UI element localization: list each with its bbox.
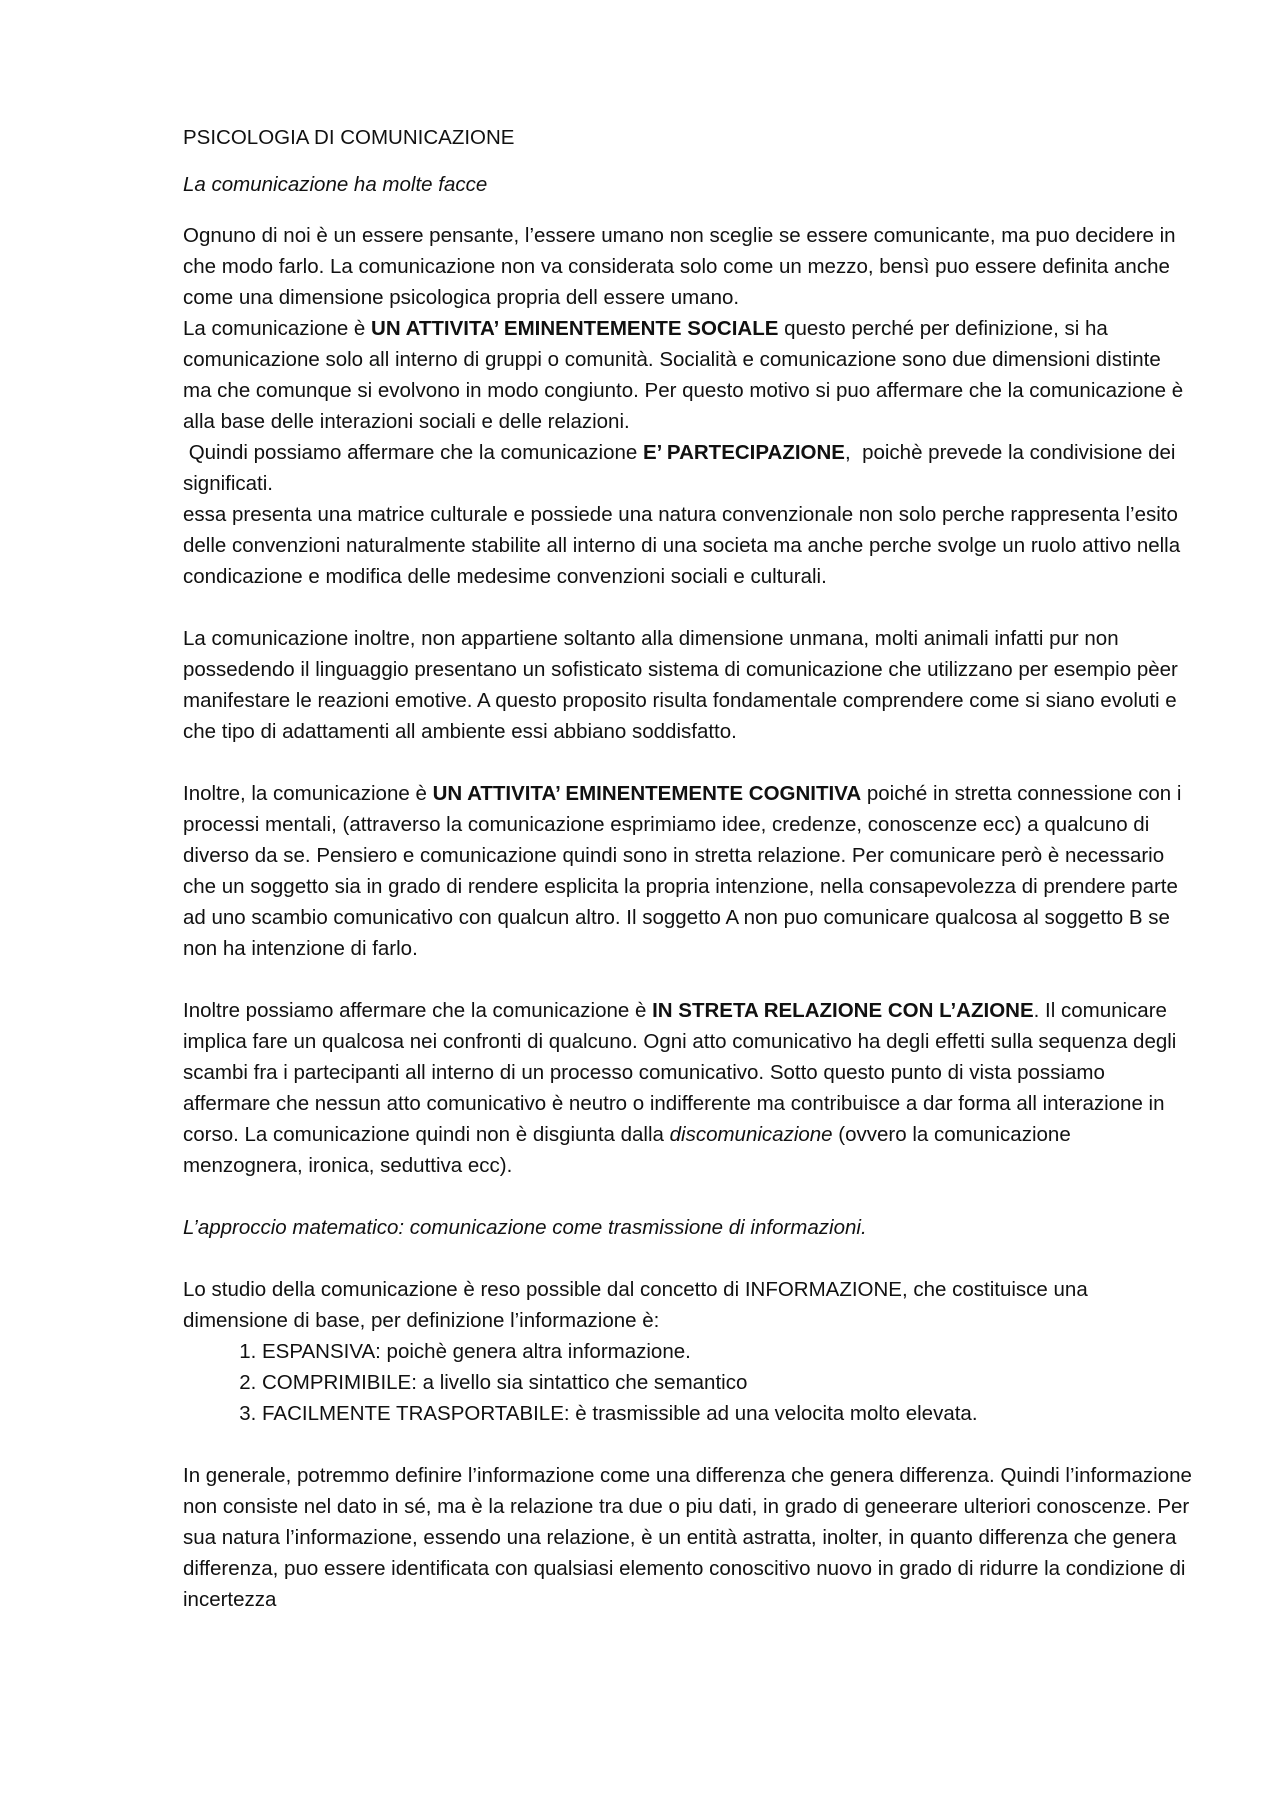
paragraph-4: essa presenta una matrice culturale e possiede una natura convenzionale non solo perche rappresenta l’esito delle convenzioni naturalmente stabilite all interno di una societa ma anche perche svolge un ruolo attivo nella condicazione e modifica delle medesime convenzioni sociali e culturali.	[183, 503, 1181, 588]
spacer	[183, 1243, 1193, 1274]
spacer	[183, 1181, 1193, 1212]
spacer	[183, 964, 1193, 995]
italic-term-discomunicazione: discomunicazione	[669, 1123, 833, 1146]
numbered-list	[183, 1336, 1193, 1429]
bold-term-sociale: UN ATTIVITA’ EMINENTEMENTE SOCIALE	[371, 317, 779, 340]
list-item: 3. FACILMENTE TRASPORTABILE: è trasmissible ad una velocita molto elevata.	[262, 1398, 1193, 1429]
paragraph-5: La comunicazione inoltre, non appartiene soltanto alla dimensione unmana, molti animali infatti pur non possedendo il linguaggio presentano un sofisticato sistema di comunicazione che utilizzano per esempio pèer manifestare le reazioni emotive. A questo proposito risulta fondamentale comprendere come si siano evoluti e che tipo di adattamenti all ambiente essi abbiano soddisfatto.	[183, 627, 1178, 743]
bold-term-partecipazione: E’ PARTECIPAZIONE	[642, 441, 845, 464]
paragraph-3: Quindi possiamo affermare che la comunicazione E’ PARTECIPAZIONE, poichè prevede la condivisione dei significati.	[183, 441, 1182, 495]
document-page	[183, 122, 1193, 1615]
paragraph-1: Ognuno di noi è un essere pensante, l’essere umano non sceglie se essere comunicante, ma puo decidere in che modo farlo. La comunicazione non va considerata solo come un mezzo, bensì puo essere definita anche come una dimensione psicologica propria dell essere umano.	[183, 224, 1176, 309]
section-subtitle-2: L’approccio matematico: comunicazione come trasmissione di informazioni.	[183, 1216, 867, 1239]
bold-term-azione: IN STRETA RELAZIONE CON L’AZIONE	[652, 999, 1034, 1022]
paragraph-9: In generale, potremmo definire l’informazione come una differenza che genera differenza. Quindi l’informazione non consiste nel dato in sé, ma è la relazione tra due o piu dati, in grado di geneerare ulteriori conoscenze. Per sua natura l’informazione, essendo una relazione, è un entità astratta, inolter, in quanto differenza che genera differenza, puo essere identificata con qualsiasi elemento conoscitivo nuovo in grado di ridurre la condizione di incertezza	[183, 1464, 1192, 1611]
list-item: 2. COMPRIMIBILE: a livello sia sintattico che semantico	[262, 1367, 1193, 1398]
paragraph-2: La comunicazione è UN ATTIVITA’ EMINENTEMENTE SOCIALE questo perché per definizione, si ha comunicazione solo all interno di gruppi o comunità. Socialità e comunicazione sono due dimensioni distinte ma che comunque si evolvono in modo congiunto. Per questo motivo si puo affermare che la comunicazione è alla base delle interazioni sociali e delle relazioni.	[183, 317, 1184, 433]
paragraph-6: Inoltre, la comunicazione è UN ATTIVITA’ EMINENTEMENTE COGNITIVA poiché in stretta connessione con i processi mentali, (attraverso la comunicazione esprimiamo idee, credenze, conoscenze ecc) a qualcuno di diverso da se. Pensiero e comunicazione quindi sono in stretta relazione. Per comunicare però è necessario che un soggetto sia in grado di rendere esplicita la propria intenzione, nella consapevolezza di prendere parte ad uno scambio comunicativo con qualcun altro. Il soggetto A non puo comunicare qualcosa al soggetto B se non ha intenzione di farlo.	[183, 782, 1182, 960]
paragraph-7: Inoltre possiamo affermare che la comunicazione è IN STRETA RELAZIONE CON L’AZIONE. Il comunicare implica fare un qualcosa nei confronti di qualcuno. Ogni atto comunicativo ha degli effetti sulla sequenza degli scambi fra i partecipanti all interno di un processo comunicativo. Sotto questo punto di vista possiamo affermare che nessun atto comunicativo è neutro o indifferente ma contribuisce a dar forma all interazione in corso. La comunicazione quindi non è disgiunta dalla discomunicazione (ovvero la comunicazione menzognera, ironica, seduttiva ecc).	[183, 999, 1177, 1177]
section-subtitle: La comunicazione ha molte facce	[183, 173, 488, 196]
spacer	[183, 1429, 1193, 1460]
spacer	[183, 747, 1193, 778]
document-title: PSICOLOGIA DI COMUNICAZIONE	[183, 126, 515, 149]
spacer	[183, 592, 1193, 623]
bold-term-cognitiva: UN ATTIVITA’ EMINENTEMENTE COGNITIVA	[432, 782, 862, 805]
paragraph-8: Lo studio della comunicazione è reso possible dal concetto di INFORMAZIONE, che costituisce una dimensione di base, per definizione l’informazione è:	[183, 1278, 1088, 1332]
list-item: 1. ESPANSIVA: poichè genera altra informazione.	[262, 1336, 1193, 1367]
